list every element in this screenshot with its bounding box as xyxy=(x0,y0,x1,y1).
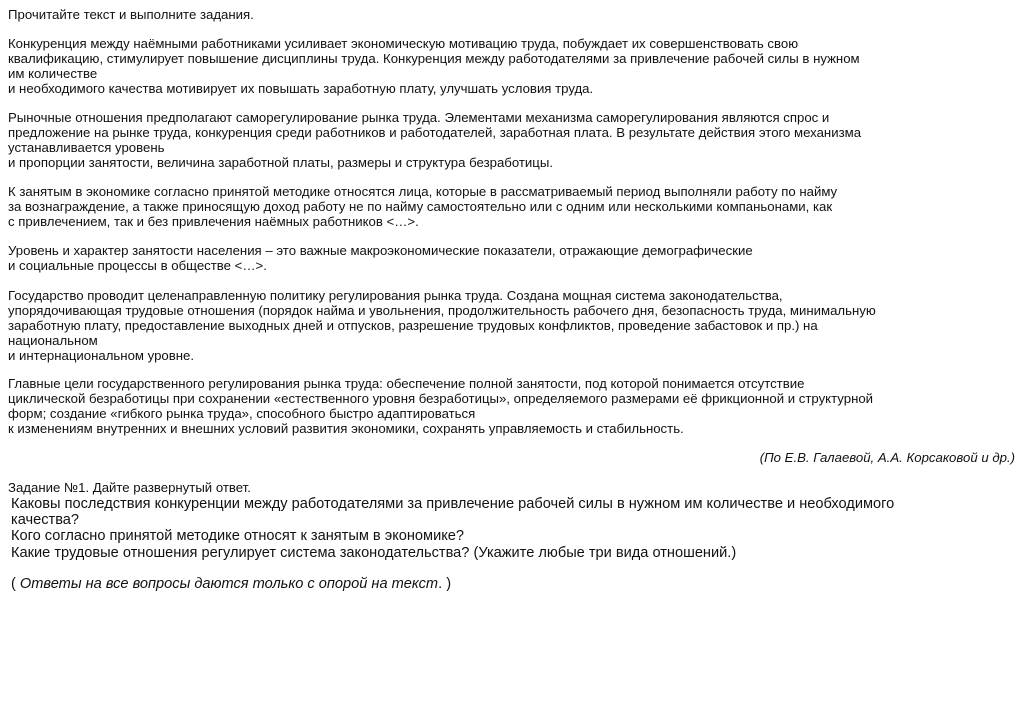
paragraph-line: национальном xyxy=(8,332,98,348)
paragraph-line: устанавливается уровень xyxy=(8,139,165,155)
paragraph-line: им количестве xyxy=(8,65,98,81)
question-line: Кого согласно принятой методике относят к занятым в экономике? xyxy=(11,528,464,545)
paragraph-1 xyxy=(8,37,1016,97)
question-line: качества? xyxy=(11,512,80,529)
source-citation: (По Е.В. Галаевой, А.А. Корсаковой и др.) xyxy=(759,450,1015,465)
paragraph-line: и пропорции занятости, величина заработной платы, размеры и структура безработицы. xyxy=(8,154,553,170)
paragraph-line: и интернациональном уровне. xyxy=(8,347,195,363)
paragraph-line: упорядочивающая трудовые отношения (порядок найма и увольнения, продолжительность рабочего дня, безопасность труда, минимальную xyxy=(8,302,876,318)
task-title: Задание №1. Дайте развернутый ответ. xyxy=(8,480,251,495)
note-italic-text: Ответы на все вопросы даются только с опорой на текст xyxy=(19,576,439,592)
paragraph-line: и необходимого качества мотивирует их повышать заработную плату, улучшать условия труда. xyxy=(8,80,594,96)
paragraph-line: квалификацию, стимулирует повышение дисциплины труда. Конкуренция между работодателями за привлечение рабочей силы в нужном xyxy=(8,50,860,66)
paragraph-line: к изменениям внутренних и внешних условий развития экономики, сохранять управляемость и стабильность. xyxy=(8,420,684,436)
intro-text: Прочитайте текст и выполните задания. xyxy=(8,7,254,22)
paragraph-line: и социальные процессы в обществе <…>. xyxy=(8,257,267,273)
question-line: Какие трудовые отношения регулирует система законодательства? (Укажите любые три вида отношений.) xyxy=(11,544,737,561)
note-open: ( xyxy=(11,576,20,592)
note-close: . ) xyxy=(438,576,452,592)
paragraph-line: заработную плату, предоставление выходных дней и отпусков, разрешение трудовых конфликтов, проведение забастовок и пр.) на xyxy=(8,317,818,333)
paragraph-line: с привлечением, так и без привлечения наёмных работников <…>. xyxy=(8,213,419,229)
paragraph-5 xyxy=(8,289,1016,364)
paragraph-line: Главные цели государственного регулирования рынка труда: обеспечение полной занятости, под которой понимается отсутствие xyxy=(8,376,805,391)
questions-list xyxy=(11,496,1016,561)
answer-note xyxy=(11,576,451,592)
paragraph-line: предложение на рынке труда, конкуренция среди работников и работодателей, заработная плата. В результате действия этого механизма xyxy=(8,124,862,140)
paragraph-3 xyxy=(8,185,1016,230)
paragraph-line: К занятым в экономике согласно принятой методике относятся лица, которые в рассматриваемый период выполняли работу по найму xyxy=(8,184,838,199)
paragraph-line: Рыночные отношения предполагают саморегулирование рынка труда. Элементами механизма саморегулирования являются спрос и xyxy=(8,110,830,125)
paragraph-line: форм; создание «гибкого рынка труда», способного быстро адаптироваться xyxy=(8,405,476,421)
paragraph-6 xyxy=(8,377,1016,437)
paragraph-line: циклической безработицы при сохранении «естественного уровня безработицы», определяемого размерами её фрикционной и структурной xyxy=(8,390,874,406)
paragraph-line: Государство проводит целенаправленную политику регулирования рынка труда. Создана мощная система законодательства, xyxy=(8,288,783,303)
paragraph-line: за вознаграждение, а также приносящую доход работу не по найму самостоятельно или с одним или несколькими компаньонами, как xyxy=(8,198,833,214)
paragraph-2 xyxy=(8,111,1016,171)
question-line: Каковы последствия конкуренции между работодателями за привлечение рабочей силы в нужном им количестве и необходимого xyxy=(11,496,895,512)
paragraph-line: Уровень и характер занятости населения – это важные макроэкономические показатели, отражающие демографические xyxy=(8,243,753,258)
paragraph-4 xyxy=(8,244,1016,274)
paragraph-line: Конкуренция между наёмными работниками усиливает экономическую мотивацию труда, побуждает их совершенствовать свою xyxy=(8,36,799,51)
